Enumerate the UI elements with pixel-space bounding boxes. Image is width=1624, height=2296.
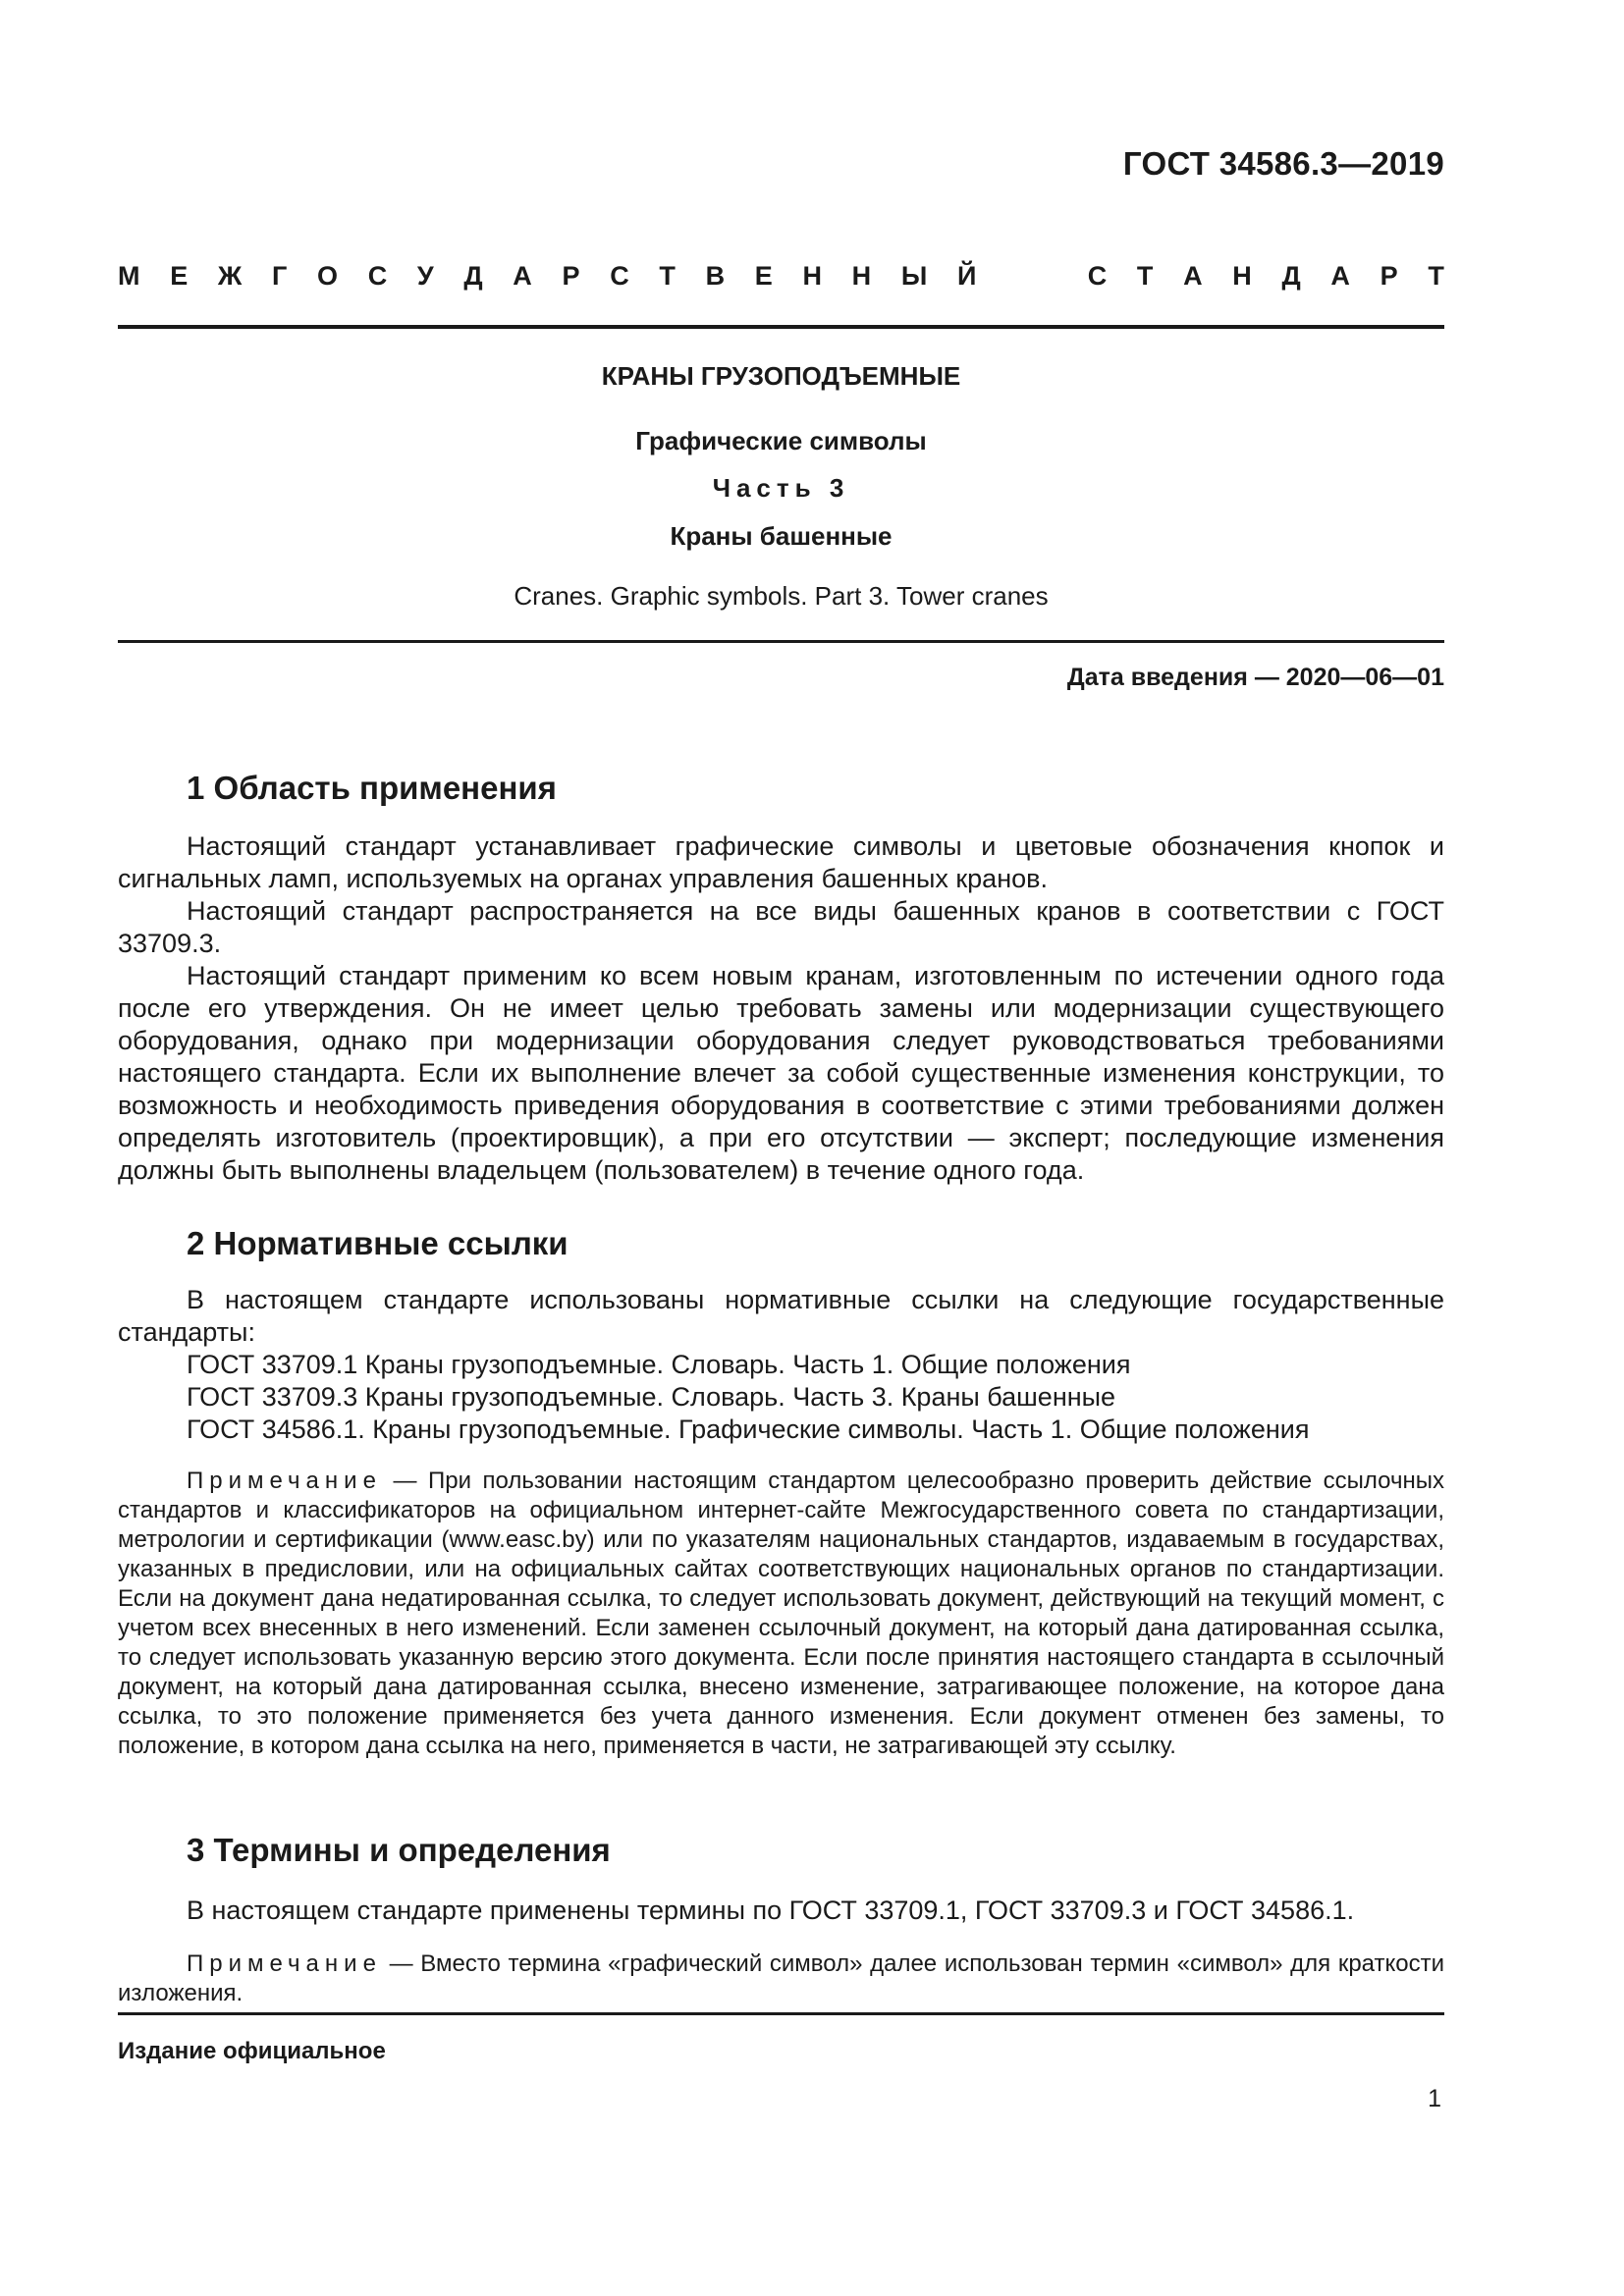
interstate-letter: Ж xyxy=(217,261,243,291)
section-2-note xyxy=(118,1467,1444,1761)
interstate-letter: С xyxy=(367,261,388,291)
interstate-letter: Т xyxy=(1136,261,1154,291)
interstate-letter: Н xyxy=(802,261,822,291)
page-number: 1 xyxy=(1428,2085,1441,2112)
standard-part-name: Краны башенные xyxy=(670,521,893,551)
section-3-body xyxy=(118,1895,1444,1927)
interstate-letter: А xyxy=(513,261,532,291)
interstate-letter: У xyxy=(416,261,434,291)
interstate-letter: Р xyxy=(562,261,580,291)
standard-subtitle: Графические символы xyxy=(635,426,927,455)
section-2-intro: В настоящем стандарте использованы нормативные ссылки на следующие государственные стандарты: xyxy=(118,1285,1444,1347)
interstate-letter: А xyxy=(1183,261,1203,291)
standard-title: КРАНЫ ГРУЗОПОДЪЕМНЫЕ xyxy=(601,361,961,391)
section-1-paragraph: Настоящий стандарт распространяется на все виды башенных кранов в соответствии с ГОСТ 33709.3. xyxy=(118,896,1444,958)
interstate-letter: Г xyxy=(271,261,288,291)
interstate-standard-heading xyxy=(118,261,1444,292)
interstate-letter: С xyxy=(610,261,629,291)
interstate-letter: В xyxy=(705,261,726,291)
interstate-letter: Р xyxy=(1380,261,1398,291)
document-number: ГОСТ 34586.3—2019 xyxy=(1122,145,1444,182)
section-3-paragraph: В настоящем стандарте применены термины по ГОСТ 33709.1, ГОСТ 33709.3 и ГОСТ 34586.1. xyxy=(187,1896,1355,1925)
header-rule xyxy=(118,325,1444,329)
reference-item: ГОСТ 33709.1 Краны грузоподъемные. Словарь. Часть 1. Общие положения xyxy=(187,1350,1131,1379)
interstate-letter: Е xyxy=(754,261,773,291)
note-text: — При пользовании настоящим стандартом целесообразно проверить действие ссылочных стандартов и классификаторов на официальном интернет-сайте Межгосударственного совета по стандартизации, метрологии и сертификации (www.easc.by) или по указателям национальных стандартов, издаваемым в государствах, указанных в предисловии, или на официальных сайтах соответствующих национальных органов по стандартизации. Если на документ дана недатированная ссылка, то следует использовать документ, действующий на текущий момент, с учетом всех внесенных в него изменений. Если заменен ссылочный документ, на который дана датированная ссылка, то следует использовать указанную версию этого документа. Если после принятия настоящего стандарта в ссылочный документ, на который дана датированная ссылка, внесено изменение, затрагивающее положение, на которое дана ссылка, то это положение применяется без учета данного изменения. Если документ отменен без замены, то положение, в котором дана ссылка на него, применяется в части, не затрагивающей эту ссылку. xyxy=(118,1468,1444,1759)
interstate-letter: Д xyxy=(1281,261,1301,291)
footer-rule xyxy=(118,2012,1444,2015)
reference-item: ГОСТ 33709.3 Краны грузоподъемные. Словарь. Часть 3. Краны башенные xyxy=(187,1382,1116,1412)
note-text: — Вместо термина «графический символ» далее использован термин «символ» для краткости изложения. xyxy=(118,1950,1444,2006)
interstate-letter: Ы xyxy=(900,261,928,291)
section-1-body xyxy=(118,830,1444,1187)
section-2-heading: 2 Нормативные ссылки xyxy=(187,1225,568,1261)
standard-part: Часть 3 xyxy=(712,473,850,503)
interstate-letter: Й xyxy=(956,261,977,291)
note-label: Примечание xyxy=(187,1950,382,1977)
interstate-letter: Н xyxy=(851,261,872,291)
interstate-letter: Т xyxy=(659,261,676,291)
interstate-letter: Д xyxy=(463,261,483,291)
title-rule xyxy=(118,640,1444,643)
section-2-body xyxy=(118,1284,1444,1446)
official-edition-label: Издание официальное xyxy=(118,2038,386,2064)
interstate-letter: С xyxy=(1087,261,1108,291)
note-label: Примечание xyxy=(187,1468,382,1494)
reference-item: ГОСТ 34586.1. Краны грузоподъемные. Графические символы. Часть 1. Общие положения xyxy=(187,1415,1310,1444)
interstate-letter: А xyxy=(1330,261,1350,291)
interstate-letter: Т xyxy=(1428,261,1444,291)
section-1-paragraph: Настоящий стандарт устанавливает графические символы и цветовые обозначения кнопок и сигнальных ламп, используемых на органах управления башенных кранов. xyxy=(118,831,1444,893)
interstate-letter: О xyxy=(316,261,338,291)
introduction-date: Дата введения — 2020—06—01 xyxy=(1066,664,1444,691)
interstate-letter: М xyxy=(118,261,140,291)
interstate-letter: Е xyxy=(170,261,189,291)
section-1-heading: 1 Область применения xyxy=(187,770,557,806)
section-3-note xyxy=(118,1949,1444,2008)
section-1-paragraph: Настоящий стандарт применим ко всем новым кранам, изготовленным по истечении одного года после его утверждения. Он не имеет целью требовать замены или модернизации существующего оборудования, однако при модернизации оборудования следует руководствоваться требованиями настоящего стандарта. Если их выполнение влечет за собой существенные изменения конструкции, то возможность и необходимость приведения оборудования в соответствие с этими требованиями должен определять изготовитель (проектировщик), а при его отсутствии — эксперт; последующие изменения должны быть выполнены владельцем (пользователем) в течение одного года. xyxy=(118,961,1444,1185)
interstate-letter: Н xyxy=(1232,261,1252,291)
english-title: Cranes. Graphic symbols. Part 3. Tower cranes xyxy=(514,581,1049,611)
word-gap xyxy=(1006,261,1057,292)
section-3-heading: 3 Термины и определения xyxy=(187,1832,611,1868)
